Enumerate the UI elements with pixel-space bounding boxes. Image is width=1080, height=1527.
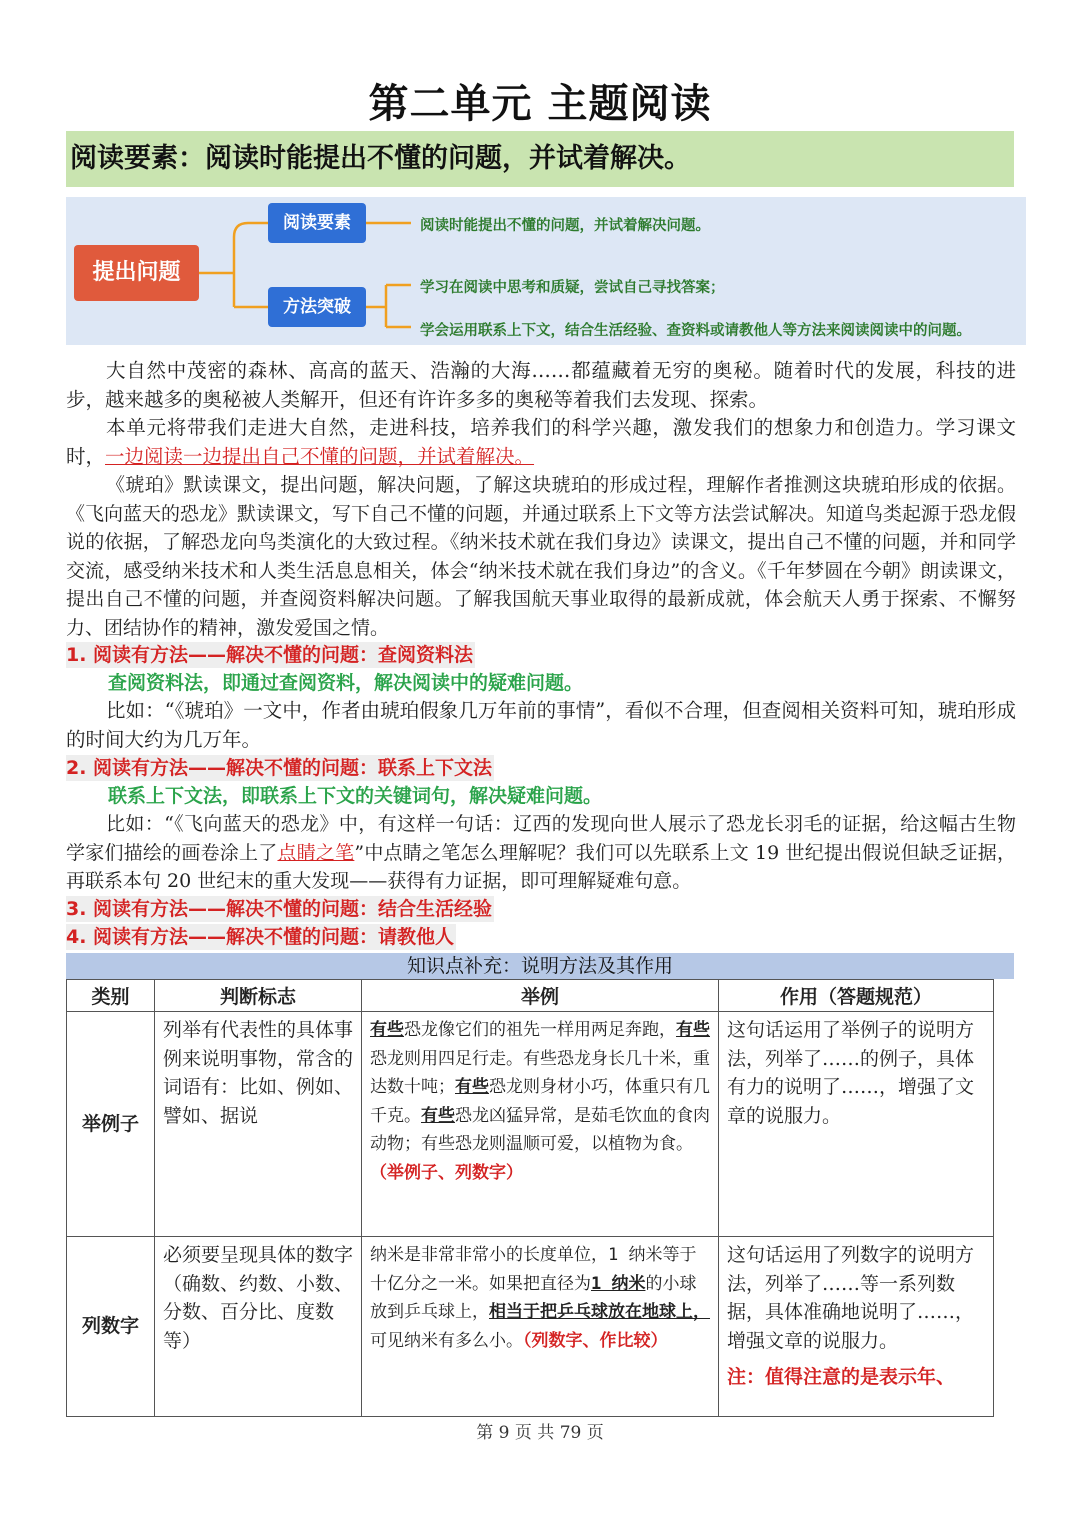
table-header: 作用（答题规范） <box>719 980 994 1012</box>
example-cell <box>362 1237 719 1417</box>
method-1-heading: 1. 阅读有方法——解决不懂的问题：查阅资料法 <box>66 644 474 666</box>
method-1-example: 比如：“《琥珀》一文中，作者由琥珀假象几万年前的事情”，看似不合理，但查阅相关资料可知，琥珀形成的时间大约为几万年。 <box>66 699 1016 751</box>
table-header-row <box>67 980 994 1012</box>
method-2-example-text-a: 比如：“《飞向蓝天的恐龙》中，有这样一句话：辽西的发现向世人展示了恐龙长羽毛的证据，给这幅古生物学家们描绘的画卷涂上了 <box>66 813 1016 864</box>
intro-key-sentence: 一边阅读一边提出自己不懂的问题，并试着解决。 <box>105 444 535 468</box>
intro-paragraph-2 <box>66 414 1016 471</box>
mind-map-leaf-1: 阅读时能提出不懂的问题，并试着解决问题。 <box>420 218 710 234</box>
example-method-tag: （举例子、列数字） <box>370 1162 523 1183</box>
table-header: 举例 <box>362 980 719 1012</box>
role-cell: 这句话运用了举例子的说明方法，列举了……的例子，具体有力的说明了……，增强了文章的说服力。 <box>719 1012 994 1237</box>
role-note: 注：值得注意的是表示年、 <box>727 1366 956 1388</box>
example-keyword: 1 纳米 <box>591 1273 646 1294</box>
mind-map-node-reading-element: 阅读要素 <box>268 203 366 243</box>
category-cell: 列数字 <box>67 1237 155 1417</box>
example-text: 可见纳米有多么小。 <box>370 1330 523 1351</box>
method-2-example <box>66 810 1016 896</box>
intro-paragraph-3: 《琥珀》默读课文，提出问题，解决问题，了解这块琥珀的形成过程，理解作者推测这块琥珀形成的依据。《飞向蓝天的恐龙》默读课文，写下自己不懂的问题，并通过联系上下文等方法尝试解决。知道鸟类起源于恐龙假说的依据，了解恐龙向鸟类演化的大致过程。《纳米技术就在我们身边》读课文，提出自己不懂的问题，并和同学交流，感受纳米技术和人类生活息息相关，体会“纳米技术就在我们身边”的含义。《千年梦圆在今朝》朗读课文，提出自己不懂的问题，并查阅资料解决问题。了解我国航天事业取得的最新成就，体会航天人勇于探索、不懈努力、团结协作的精神，激发爱国之情。 <box>66 474 1017 639</box>
explanation-methods-table <box>66 979 994 1417</box>
example-text: 纳米是非常非常小的长度单位，1 纳米等于十亿分之一米。如果把直径为 <box>370 1245 697 1294</box>
intro-paragraph-1: 大自然中茂密的森林、高高的蓝天、浩瀚的大海……都蕴藏着无穷的奥秘。随着时代的发展，科技的进步，越来越多的奥秘被人类解开，但还有许许多多的奥秘等着我们去发现、探索。 <box>66 359 1016 411</box>
example-keyword: 有些 <box>455 1077 489 1097</box>
example-keyword: 有些 <box>421 1105 455 1126</box>
role-cell <box>719 1237 994 1417</box>
knowledge-supplement-bar: 知识点补充：说明方法及其作用 <box>66 953 1014 979</box>
mind-map-leaf-2: 学习在阅读中思考和质疑，尝试自己寻找答案； <box>420 280 725 296</box>
method-1-definition: 查阅资料法，即通过查阅资料，解决阅读中的疑难问题。 <box>108 672 584 694</box>
mind-map-root: 提出问题 <box>74 245 199 301</box>
example-text: 的小球放到乒乓球上， <box>370 1273 697 1322</box>
example-keyword: 相当于把乒乓球放在地球上， <box>489 1302 710 1322</box>
sign-cell: 列举有代表性的具体事例来说明事物，常含的词语有：比如、例如、譬如、据说 <box>155 1012 362 1237</box>
example-text: 恐龙则身材小巧，体重只有几千克。 <box>370 1077 710 1126</box>
method-2-heading: 2. 阅读有方法——解决不懂的问题：联系上下文法 <box>66 757 493 779</box>
method-4-heading: 4. 阅读有方法——解决不懂的问题：请教他人 <box>66 926 455 948</box>
example-cell <box>362 1012 719 1237</box>
category-cell: 举例子 <box>67 1012 155 1237</box>
example-keyword: 有些 <box>676 1020 710 1040</box>
example-text: 恐龙凶猛异常，是茹毛饮血的食肉动物；有些恐龙则温顺可爱，以植物为食。 <box>370 1105 710 1154</box>
page-title: 第二单元 主题阅读 <box>368 81 712 127</box>
intro-paragraph-2-text: 本单元将带我们走进大自然，走进科技，培养我们的科学兴趣，激发我们的想象力和创造力。学习课文时， <box>66 416 1016 468</box>
example-text: 恐龙像它们的祖先一样用两足奔跑， <box>404 1020 676 1040</box>
mind-map <box>66 197 1026 345</box>
method-2-example-text-b: ”中点睛之笔怎么理解呢？我们可以先联系上文 19 世纪提出假说但缺乏证据，再联系本句 20 世纪末的重大发现——获得有力证据，即可理解疑难句意。 <box>66 841 1016 892</box>
table-row <box>67 1237 994 1417</box>
sign-cell: 必须要呈现具体的数字（确数、约数、小数、分数、百分比、度数等） <box>155 1237 362 1417</box>
method-2-definition: 联系上下文法，即联系上下文的关键词句，解决疑难问题。 <box>108 785 603 807</box>
mind-map-leaf-3: 学会运用联系上下文，结合生活经验、查资料或请教他人等方法来阅读阅读中的问题。 <box>420 323 971 339</box>
table-header: 判断标志 <box>155 980 362 1012</box>
role-text: 这句话运用了列数字的说明方法，列举了……等一系列数据，具体准确地说明了……，增强文章的说服力。 <box>727 1244 975 1352</box>
table-row <box>67 1012 994 1237</box>
example-keyword: 有些 <box>370 1020 404 1040</box>
example-method-tag: （列数字、作比较） <box>523 1330 668 1351</box>
example-text: 恐龙则用四足行走。有些恐龙身长几十米，重达数十吨； <box>370 1048 710 1097</box>
mind-map-node-method-breakthrough: 方法突破 <box>268 287 366 327</box>
page-footer: 第 9 页 共 79 页 <box>476 1423 604 1443</box>
method-2-key-phrase: 点睛之笔 <box>277 841 355 864</box>
method-3-heading: 3. 阅读有方法——解决不懂的问题：结合生活经验 <box>66 898 493 920</box>
table-header: 类别 <box>67 980 155 1012</box>
reading-element-banner: 阅读要素：阅读时能提出不懂的问题，并试着解决。 <box>66 131 1014 187</box>
